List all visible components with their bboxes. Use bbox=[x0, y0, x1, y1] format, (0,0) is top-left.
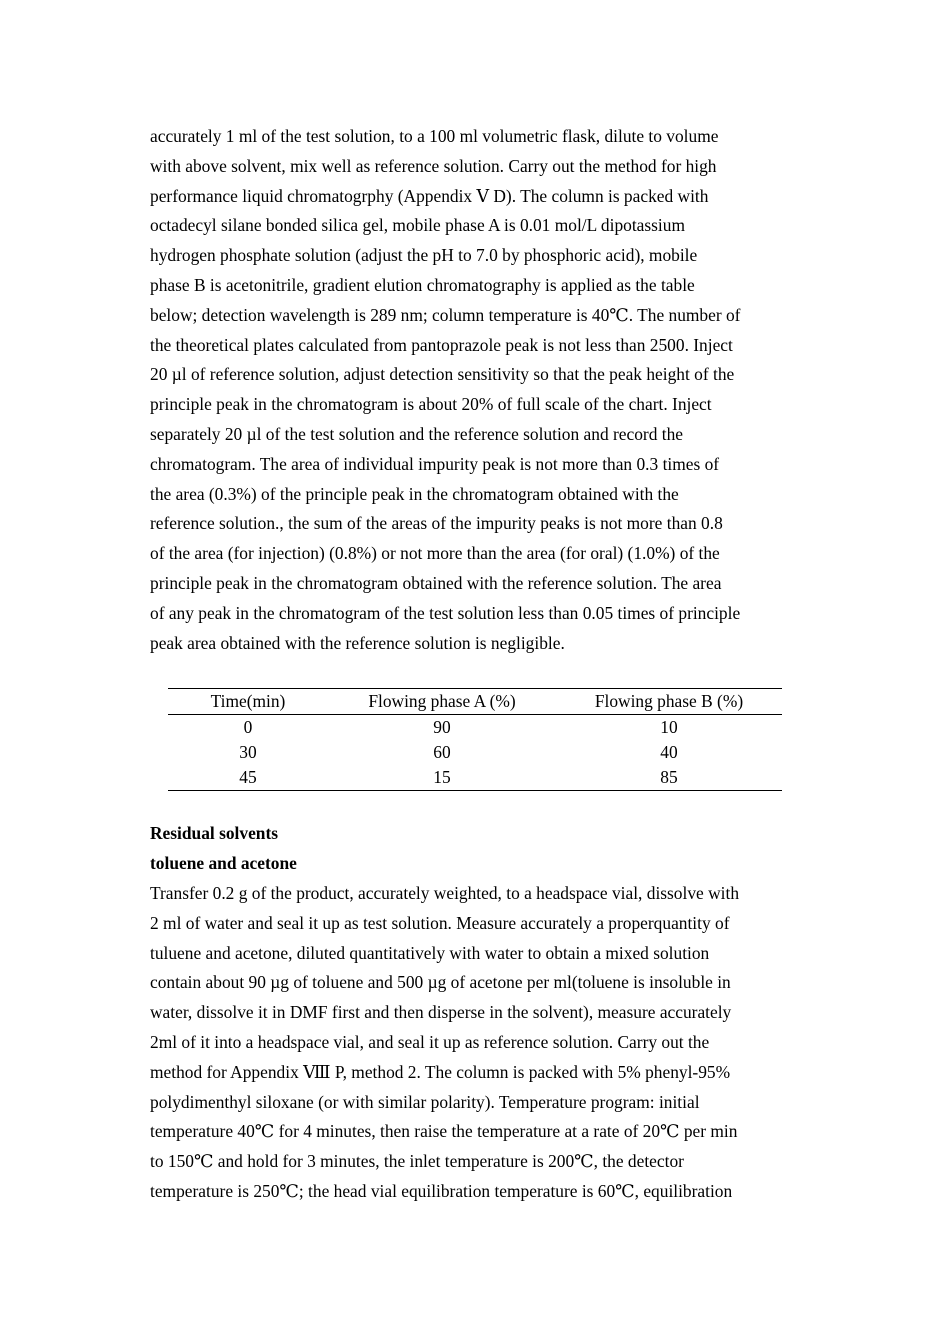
header-phase-a: Flowing phase A (%) bbox=[328, 689, 556, 715]
text-line: accurately 1 ml of the test solution, to a 100 ml volumetric flask, dilute to volume bbox=[150, 126, 719, 146]
text-line: reference solution., the sum of the areas of the impurity peaks is not more than 0.8 bbox=[150, 513, 723, 534]
text-line: below; detection wavelength is 289 nm; column temperature is 40℃. The number of bbox=[150, 304, 741, 325]
text-line: of the area (for injection) (0.8%) or not more than the area (for oral) (1.0%) of the bbox=[150, 543, 720, 564]
text-line: tuluene and acetone, diluted quantitatively with water to obtain a mixed solution bbox=[150, 942, 710, 963]
cell-time: 0 bbox=[243, 717, 253, 738]
text-line: 2 ml of water and seal it up as test solution. Measure accurately a properquantity of bbox=[150, 912, 730, 933]
section-title: Residual solvents bbox=[150, 823, 279, 844]
cell-time: 30 bbox=[239, 742, 257, 763]
cell-phase-b: 10 bbox=[660, 717, 678, 738]
text-line: octadecyl silane bonded silica gel, mobile phase A is 0.01 mol/L dipotassium bbox=[150, 215, 685, 236]
table-header-row bbox=[168, 689, 782, 715]
table-row bbox=[168, 715, 782, 741]
document-page bbox=[150, 122, 810, 1207]
text-line: peak area obtained with the reference solution is negligible. bbox=[150, 632, 565, 653]
paragraph-residual-solvents bbox=[150, 879, 810, 1207]
text-line: of any peak in the chromatogram of the test solution less than 0.05 times of principle bbox=[150, 602, 741, 623]
text-line: Transfer 0.2 g of the product, accurately weighted, to a headspace vial, dissolve with bbox=[150, 882, 740, 903]
text-line: the theoretical plates calculated from pantoprazole peak is not less than 2500. Inject bbox=[150, 334, 733, 355]
text-line: separately 20 µl of the test solution and the reference solution and record the bbox=[150, 423, 684, 444]
text-line: to 150℃ and hold for 3 minutes, the inlet temperature is 200℃, the detector bbox=[150, 1151, 684, 1172]
text-line: method for Appendix Ⅷ P, method 2. The column is packed with 5% phenyl-95% bbox=[150, 1061, 731, 1082]
text-line: polydimenthyl siloxane (or with similar polarity). Temperature program: initial bbox=[150, 1091, 700, 1112]
text-line: contain about 90 µg of toluene and 500 µg of acetone per ml(toluene is insoluble in bbox=[150, 972, 731, 993]
text-line: with above solvent, mix well as reference solution. Carry out the method for high bbox=[150, 155, 717, 176]
cell-phase-b: 40 bbox=[660, 742, 678, 763]
cell-time: 45 bbox=[168, 765, 328, 791]
text-line: 20 µl of reference solution, adjust detection sensitivity so that the peak height of the bbox=[150, 364, 735, 385]
section-subtitle: toluene and acetone bbox=[150, 853, 297, 874]
cell-phase-a: 90 bbox=[433, 717, 451, 738]
text-line: temperature is 250℃; the head vial equilibration temperature is 60℃, equilibration bbox=[150, 1180, 733, 1201]
cell-phase-a: 60 bbox=[433, 742, 451, 763]
text-line: principle peak in the chromatogram obtained with the reference solution. The area bbox=[150, 572, 722, 593]
text-line: hydrogen phosphate solution (adjust the pH to 7.0 by phosphoric acid), mobile bbox=[150, 245, 698, 266]
table-row bbox=[168, 740, 782, 765]
gradient-table bbox=[168, 688, 782, 791]
text-line: chromatogram. The area of individual impurity peak is not more than 0.3 times of bbox=[150, 453, 720, 474]
header-time: Time(min) bbox=[168, 689, 328, 715]
header-phase-b: Flowing phase B (%) bbox=[556, 689, 782, 715]
text-line: phase B is acetonitrile, gradient elution chromatography is applied as the table bbox=[150, 274, 695, 295]
text-line: water, dissolve it in DMF first and then disperse in the solvent), measure accurately bbox=[150, 1002, 732, 1023]
text-line: temperature 40℃ for 4 minutes, then raise the temperature at a rate of 20℃ per min bbox=[150, 1121, 738, 1142]
gradient-table-wrapper bbox=[168, 688, 782, 791]
text-line: performance liquid chromatogrphy (Appendix Ⅴ D). The column is packed with bbox=[150, 185, 709, 206]
text-line: 2ml of it into a headspace vial, and seal it up as reference solution. Carry out the bbox=[150, 1031, 710, 1052]
text-line: the area (0.3%) of the principle peak in the chromatogram obtained with the bbox=[150, 483, 679, 504]
paragraph-hplc-method bbox=[150, 122, 810, 658]
table-row bbox=[168, 765, 782, 791]
cell-phase-b: 85 bbox=[556, 765, 782, 791]
cell-phase-a: 15 bbox=[328, 765, 556, 791]
text-line: principle peak in the chromatogram is about 20% of full scale of the chart. Inject bbox=[150, 394, 712, 415]
